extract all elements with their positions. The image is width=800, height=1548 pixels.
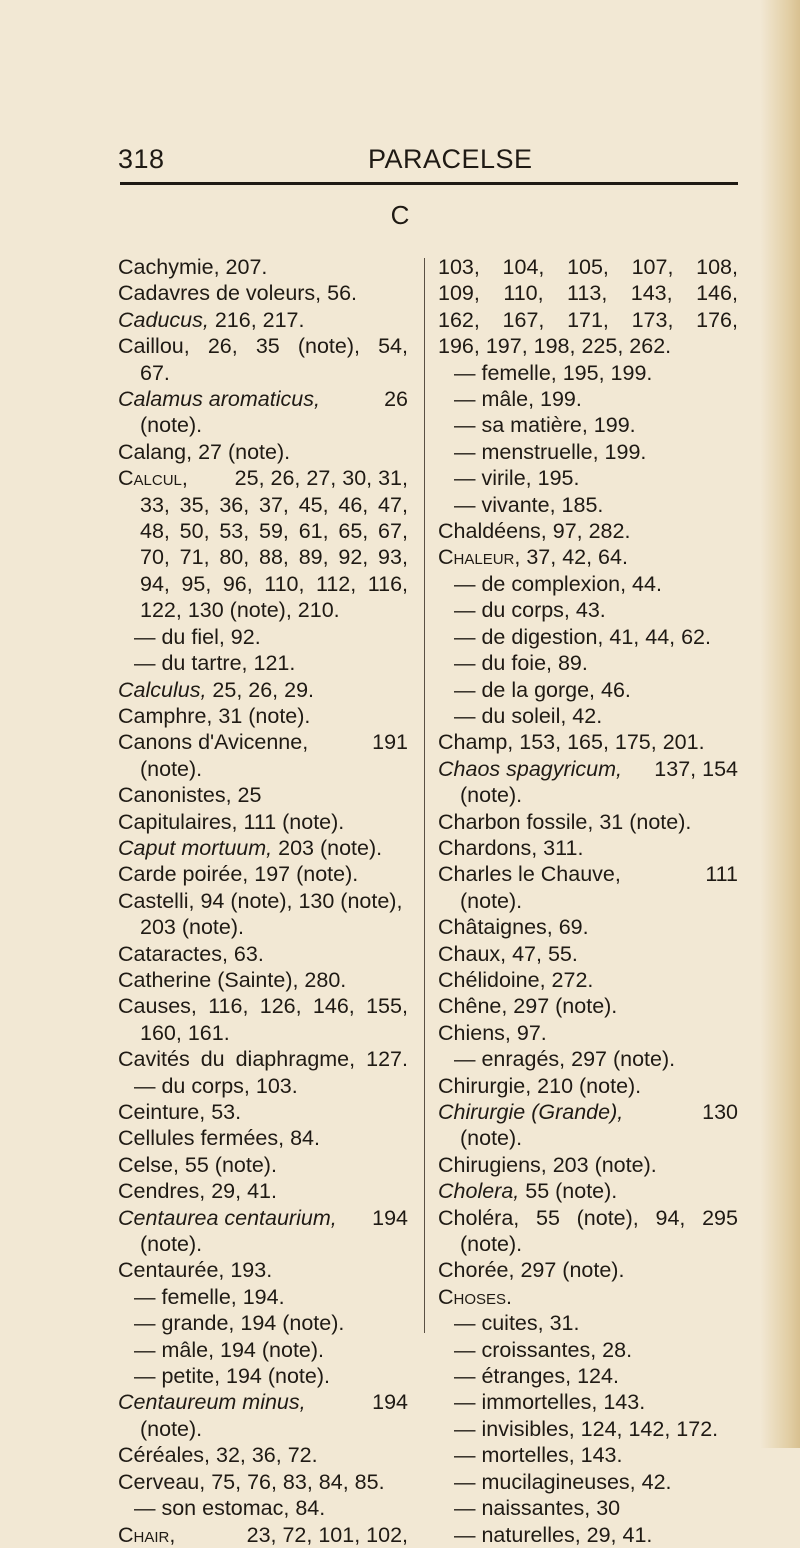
index-subentry: — mortelles, 143. — [454, 1443, 623, 1468]
index-word: Choléra, — [438, 1205, 520, 1230]
page-number: 318 — [118, 144, 165, 174]
index-entry: Canonistes, 25 — [118, 783, 262, 808]
index-subentry: — mucilagineuses, 42. — [454, 1469, 672, 1494]
index-term: Cholera, — [438, 1179, 520, 1204]
index-subentry: — de complexion, 44. — [454, 571, 662, 596]
index-subentry: — du foie, 89. — [454, 651, 588, 676]
index-pages: 191 — [372, 730, 408, 755]
index-word: 113, — [567, 281, 608, 306]
index-subentry: — enragés, 297 (note). — [454, 1047, 676, 1072]
index-word: 94, — [655, 1205, 686, 1230]
index-subentry: — menstruelle, 199. — [454, 439, 647, 464]
index-pages: 194 — [372, 1390, 408, 1415]
index-column-left — [118, 254, 408, 1548]
index-entry-continuation — [118, 571, 408, 597]
index-word: Cavités — [118, 1047, 190, 1072]
index-entry — [118, 1205, 408, 1231]
index-word: 96, — [222, 571, 253, 596]
index-entry — [118, 465, 408, 491]
index-entry-continuation — [118, 544, 408, 570]
index-entry: Ceinture, 53. — [118, 1100, 242, 1124]
index-word: 37, — [259, 492, 289, 517]
index-subentry: — mâle, 194 (note). — [134, 1337, 325, 1362]
index-entry — [118, 1522, 408, 1548]
index-word: 35 — [255, 334, 280, 359]
index-word: 45, — [298, 492, 329, 517]
running-title: PARACELSE — [368, 144, 533, 174]
index-word: 33, — [140, 492, 170, 517]
index-subentry: — immortelles, 143. — [454, 1390, 646, 1415]
index-entry — [118, 835, 408, 861]
index-word: 59, — [259, 519, 289, 544]
index-entry: Calang, 27 (note). — [118, 439, 291, 464]
index-term: Caput mortuum, — [118, 835, 273, 860]
index-entry — [438, 1099, 738, 1125]
index-word: 26, — [207, 334, 238, 359]
index-entry — [438, 1178, 738, 1204]
index-word: 35, — [179, 492, 210, 517]
index-term: Caducus, — [118, 307, 209, 332]
index-entry-continuation: (note). — [460, 888, 523, 913]
index-word: 104, — [502, 255, 545, 279]
index-term: Chirurgie (Grande), — [438, 1100, 624, 1124]
index-entry: Catherine (Sainte), 280. — [118, 967, 347, 992]
index-entry-continuation: (note). — [460, 1232, 523, 1257]
index-word: 109, — [438, 281, 480, 306]
index-word: 48, — [140, 519, 170, 544]
index-subentry: — naissantes, 30 — [454, 1496, 621, 1521]
index-word: diaphragme, — [235, 1047, 356, 1072]
index-term: Charles le Chauve, — [438, 862, 621, 887]
index-entry: Centaurée, 193. — [118, 1258, 273, 1283]
index-entry — [438, 1205, 738, 1231]
index-entry: Châtaignes, 69. — [438, 915, 589, 940]
index-entry — [438, 307, 738, 333]
index-entry: Chaldéens, 97, 282. — [438, 519, 631, 544]
index-entry-continuation: (note). — [140, 413, 203, 438]
index-entry — [438, 756, 738, 782]
index-word: 167, — [502, 307, 545, 332]
index-subentry: — petite, 194 (note). — [134, 1364, 330, 1389]
index-entry: Capitulaires, 111 (note). — [118, 809, 345, 834]
index-word: 110, — [503, 281, 544, 306]
index-entry: Chorée, 297 (note). — [438, 1258, 625, 1283]
index-word: 116, — [208, 994, 249, 1019]
index-entry: Camphre, 31 (note). — [118, 703, 311, 728]
index-entry — [438, 254, 738, 280]
index-word: 108, — [696, 255, 738, 279]
index-word: Caillou, — [118, 334, 190, 359]
index-term: Canons d'Avicenne, — [118, 730, 309, 755]
index-entry — [118, 1389, 408, 1415]
index-entry-continuation: 67. — [140, 360, 170, 385]
index-word: 46, — [338, 492, 369, 517]
index-subentry: — du soleil, 42. — [454, 703, 603, 728]
index-word: 94, — [140, 571, 170, 596]
index-subentry: — du tartre, 121. — [134, 651, 296, 676]
index-entry: Chaux, 47, 55. — [438, 941, 578, 966]
index-word: 155, — [366, 994, 408, 1019]
index-word: 146, — [696, 281, 738, 306]
index-word: 88, — [259, 545, 289, 570]
index-word: 126, — [259, 994, 302, 1019]
index-word: 146, — [312, 994, 355, 1019]
index-entry: Cerveau, 75, 76, 83, 84, 85. — [118, 1469, 385, 1494]
index-word: 67, — [378, 519, 408, 544]
index-entry-continuation — [118, 492, 408, 518]
index-pages: 26 — [384, 387, 408, 412]
index-word: 36, — [219, 492, 250, 517]
index-pages: 137, 154 — [654, 756, 738, 781]
index-word: 80, — [219, 545, 250, 570]
index-word: 103, — [438, 255, 480, 279]
index-word: du — [200, 1047, 225, 1072]
index-entry-continuation: 160, 161. — [140, 1020, 230, 1045]
index-term: Centaureum minus, — [118, 1390, 306, 1415]
page-header — [118, 140, 738, 180]
index-subentry: — sa matière, 199. — [454, 413, 636, 438]
index-word: 54, — [378, 334, 408, 359]
index-pages: 216, 217. — [208, 307, 305, 332]
index-entry: Castelli, 94 (note), 130 (note), — [118, 888, 403, 913]
index-entry: Celse, 55 (note). — [118, 1152, 277, 1177]
index-entry: Céréales, 32, 36, 72. — [118, 1443, 318, 1468]
index-pages: 203 (note). — [272, 835, 383, 860]
index-word: 176, — [696, 307, 738, 332]
index-entry — [118, 333, 408, 359]
index-column-right — [438, 254, 738, 1548]
index-entry: Chêne, 297 (note). — [438, 994, 618, 1019]
index-entry: Chiens, 97. — [438, 1020, 547, 1045]
index-entry: Charbon fossile, 31 (note). — [438, 809, 692, 834]
index-subentry: — de digestion, 41, 44, 62. — [454, 624, 711, 649]
index-entry: Chardons, 311. — [438, 835, 584, 860]
index-entry: Cachymie, 207. — [118, 255, 268, 279]
index-entry-continuation: (note). — [140, 756, 203, 781]
index-subentry: — vivante, 185. — [454, 492, 604, 517]
index-word: 95, — [181, 571, 212, 596]
index-word: 295 — [702, 1205, 738, 1230]
index-term: Choses. — [438, 1284, 513, 1309]
index-word: (note), — [576, 1205, 639, 1230]
index-entry: Cataractes, 63. — [118, 941, 264, 966]
index-word: 116, — [367, 571, 408, 596]
index-entry: Carde poirée, 197 (note). — [118, 862, 359, 887]
index-subentry: — du corps, 103. — [134, 1073, 298, 1098]
index-subentry: — naturelles, 29, 41. — [454, 1522, 653, 1547]
index-word: Causes, — [118, 994, 197, 1019]
index-word: 93, — [378, 545, 408, 570]
index-pages: 37, 42, 64. — [520, 545, 628, 570]
index-entry-continuation: 122, 130 (note), 210. — [140, 598, 340, 623]
section-letter: C — [390, 200, 410, 230]
index-entry — [118, 386, 408, 412]
index-subentry: — étranges, 124. — [454, 1364, 619, 1389]
index-entry-continuation: (note). — [460, 783, 523, 808]
index-word: 50, — [179, 519, 210, 544]
index-entry: Cendres, 29, 41. — [118, 1179, 277, 1204]
index-pages: 23, 72, 101, 102, — [246, 1522, 408, 1547]
index-word: 127. — [366, 1047, 408, 1072]
index-entry — [438, 544, 738, 570]
index-term: Chair, — [118, 1522, 176, 1547]
index-entry: Cellules fermées, 84. — [118, 1126, 320, 1151]
index-entry: Chélidoine, 272. — [438, 967, 594, 992]
index-word: 70, — [140, 545, 170, 570]
index-subentry: — cuites, 31. — [454, 1311, 580, 1336]
index-entry — [118, 993, 408, 1019]
index-pages: 130 — [702, 1100, 738, 1124]
index-pages: 194 — [372, 1205, 408, 1230]
index-word: 47, — [378, 492, 408, 517]
index-word: 162, — [438, 307, 480, 332]
index-subentry: — invisibles, 124, 142, 172. — [454, 1416, 719, 1441]
index-term: Chaos spagyricum, — [438, 756, 623, 781]
index-entry: Chirugiens, 203 (note). — [438, 1152, 657, 1177]
index-subentry: — femelle, 195, 199. — [454, 360, 653, 385]
index-word: (note), — [297, 334, 360, 359]
index-word: 105, — [567, 255, 609, 279]
index-entry-continuation: (note). — [140, 1416, 203, 1441]
index-subentry: — croissantes, 28. — [454, 1337, 633, 1362]
index-term: Chaleur, — [438, 545, 521, 570]
index-word: 71, — [179, 545, 210, 570]
index-word: 65, — [338, 519, 369, 544]
index-word: 89, — [298, 545, 329, 570]
index-word: 110, — [264, 571, 305, 596]
index-word: 171, — [567, 307, 609, 332]
index-word: 55 — [535, 1205, 560, 1230]
index-pages: 25, 26, 27, 30, 31, — [234, 466, 408, 491]
index-term: Calcul, — [118, 466, 188, 491]
index-entry: Chirurgie, 210 (note). — [438, 1073, 642, 1098]
index-subentry: — femelle, 194. — [134, 1284, 285, 1309]
index-term: Calamus aromaticus, — [118, 387, 320, 412]
header-rule — [120, 182, 738, 185]
index-entry: Cadavres de voleurs, 56. — [118, 281, 358, 306]
index-word: 92, — [338, 545, 369, 570]
index-entry-continuation: 203 (note). — [140, 915, 244, 940]
index-entry: 196, 197, 198, 225, 262. — [438, 334, 672, 359]
index-pages: 111 — [705, 862, 738, 887]
index-entry — [438, 280, 738, 306]
index-entry — [118, 677, 408, 703]
index-pages: 55 (note). — [519, 1179, 618, 1204]
index-word: 112, — [315, 571, 357, 596]
index-word: 107, — [631, 255, 674, 279]
index-subentry: — virile, 195. — [454, 466, 580, 491]
index-subentry: — du fiel, 92. — [134, 624, 261, 649]
index-entry-continuation — [118, 518, 408, 544]
index-word: 143, — [630, 281, 673, 306]
index-entry — [438, 1284, 738, 1310]
index-subentry: — grande, 194 (note). — [134, 1311, 345, 1336]
index-entry — [118, 1046, 408, 1072]
column-divider — [424, 258, 425, 1333]
index-entry-continuation: (note). — [140, 1232, 203, 1257]
index-entry — [118, 729, 408, 755]
index-entry — [438, 861, 738, 887]
index-entry-continuation: (note). — [460, 1126, 523, 1151]
index-word: 53, — [219, 519, 250, 544]
index-word: 61, — [298, 519, 329, 544]
index-term: Calculus, — [118, 677, 207, 702]
index-entry — [118, 307, 408, 333]
index-entry: Champ, 153, 165, 175, 201. — [438, 730, 705, 755]
index-word: 173, — [631, 307, 674, 332]
index-subentry: — du corps, 43. — [454, 598, 606, 623]
index-term: Centaurea centaurium, — [118, 1205, 337, 1230]
index-subentry: — de la gorge, 46. — [454, 677, 631, 702]
index-subentry: — son estomac, 84. — [134, 1496, 326, 1521]
index-subentry: — mâle, 199. — [454, 387, 582, 412]
index-pages: 25, 26, 29. — [206, 677, 315, 702]
